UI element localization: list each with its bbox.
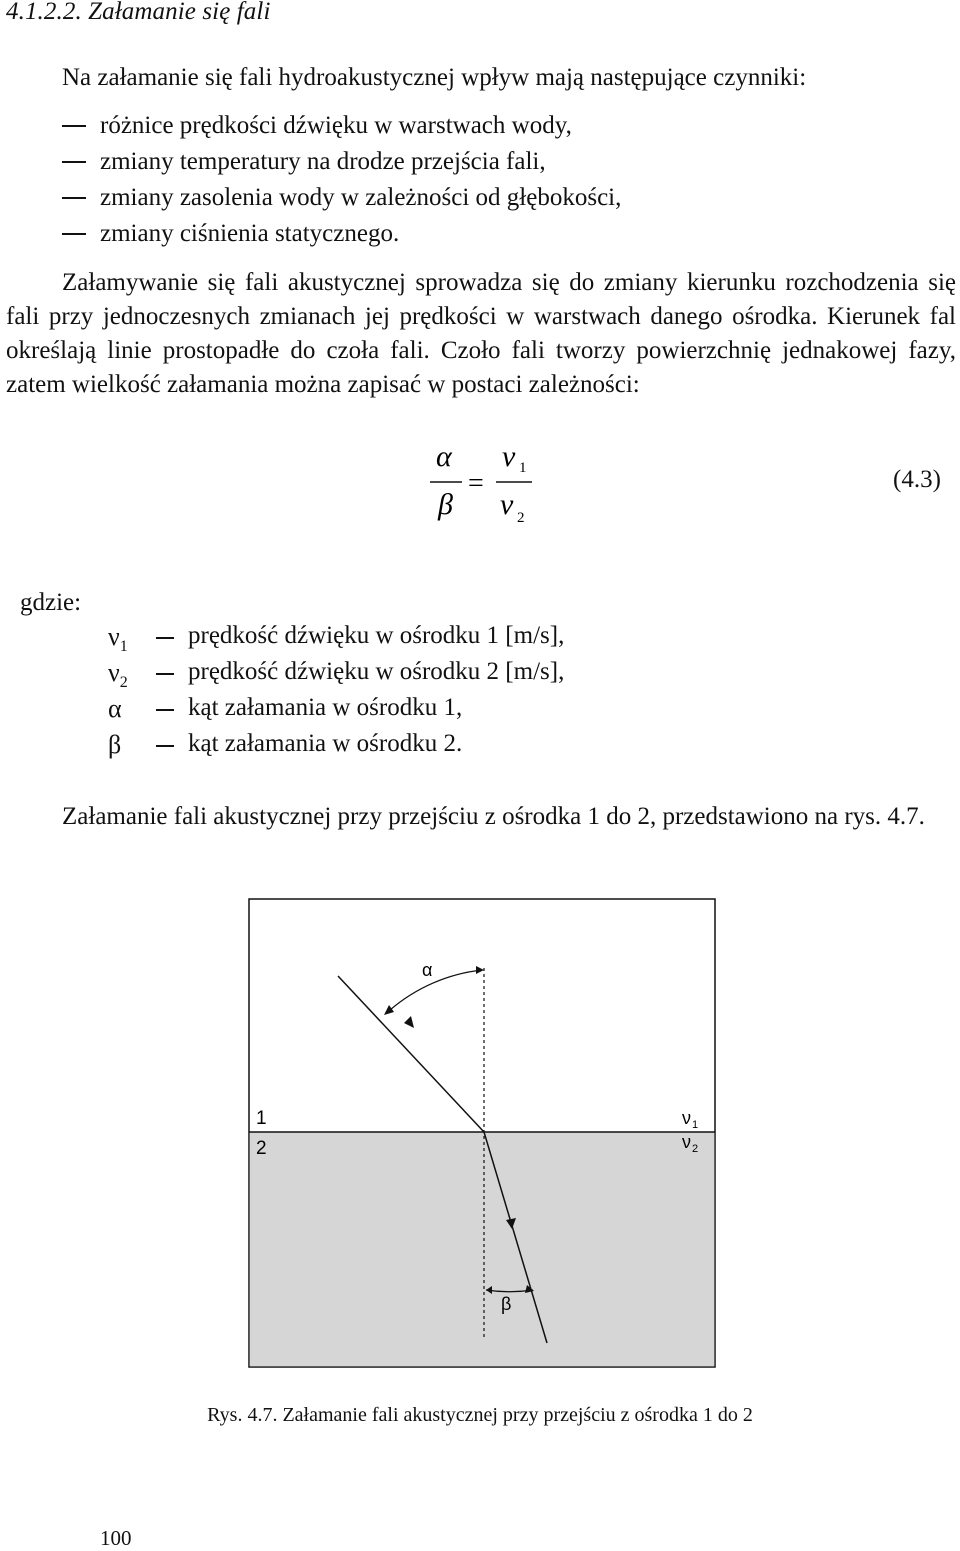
formula-v1-sub: 1 [519, 460, 527, 476]
formula-v2: ν [500, 488, 514, 521]
dash-bullet [62, 125, 86, 127]
v1-label: ν [682, 1108, 691, 1128]
equation-number: (4.3) [893, 466, 941, 493]
v2-label: ν [682, 1132, 691, 1152]
dash-separator [156, 709, 174, 711]
lower-medium-region [250, 1132, 715, 1366]
refraction-formula [420, 436, 560, 526]
list-item: zmiany ciśnienia statycznego. [62, 216, 621, 252]
list-item: zmiany zasolenia wody w zależności od głębokości, [62, 180, 621, 216]
legend-description: kąt załamania w ośrodku 1, [188, 694, 463, 721]
dash-separator [156, 673, 174, 675]
refraction-diagram [248, 898, 716, 1368]
medium-2-label: 2 [256, 1138, 267, 1159]
factors-list [62, 108, 621, 252]
beta-label: β [501, 1294, 512, 1314]
page-number: 100 [100, 1526, 132, 1550]
figure-caption: Rys. 4.7. Załamanie fali akustycznej przy przejściu z ośrodka 1 do 2 [207, 1404, 753, 1426]
legend-symbol: α [108, 694, 122, 723]
formula-beta: β [438, 488, 453, 521]
legend-description: prędkość dźwięku w ośrodku 2 [m/s], [188, 658, 565, 685]
dash-bullet [62, 233, 86, 235]
section-heading: 4.1.2.2. Załamanie się fali [6, 0, 271, 25]
formula-v1: ν [502, 440, 516, 473]
alpha-label: α [422, 960, 433, 980]
v1-sub-label: 1 [692, 1119, 699, 1131]
paragraph-refraction: Załamywanie się fali akustycznej sprowadza się do zmiany kierunku rozchodzenia się fali przy jednoczesnych zmianach jej prędkości w warstwach danego ośrodka. Kierunek fal określają linie prostopadłe do czoła fali. Czoło fali tworzy powierzchnię jednakowej fazy, zatem wielkość załamania można zapisać w postaci zależności: [6, 269, 956, 398]
dash-bullet [62, 197, 86, 199]
paragraph-figure-ref: Załamanie fali akustycznej przy przejściu z ośrodka 1 do 2, przedstawiono na rys. 4.7. [62, 803, 925, 830]
legend-symbol: $\nu_2$ [108, 658, 128, 692]
dash-separator [156, 637, 174, 639]
list-item: zmiany temperatury na drodze przejścia fali, [62, 144, 621, 180]
v2-sub-label: 2 [692, 1143, 699, 1155]
legend-symbol: $\nu_1$ [108, 622, 128, 656]
dash-bullet [62, 161, 86, 163]
dash-separator [156, 745, 174, 747]
list-item: różnice prędkości dźwięku w warstwach wody, [62, 108, 621, 144]
formula-equals: = [468, 468, 484, 499]
where-label: gdzie: [20, 589, 82, 616]
medium-1-label: 1 [256, 1108, 267, 1129]
formula-alpha: α [436, 440, 452, 473]
legend-description: prędkość dźwięku w ośrodku 1 [m/s], [188, 622, 565, 649]
intro-text: Na załamanie się fali hydroakustycznej wpływ mają następujące czynniki: [62, 64, 807, 91]
legend-symbol: β [108, 730, 122, 759]
legend-description: kąt załamania w ośrodku 2. [188, 730, 463, 757]
formula-v2-sub: 2 [517, 510, 525, 526]
